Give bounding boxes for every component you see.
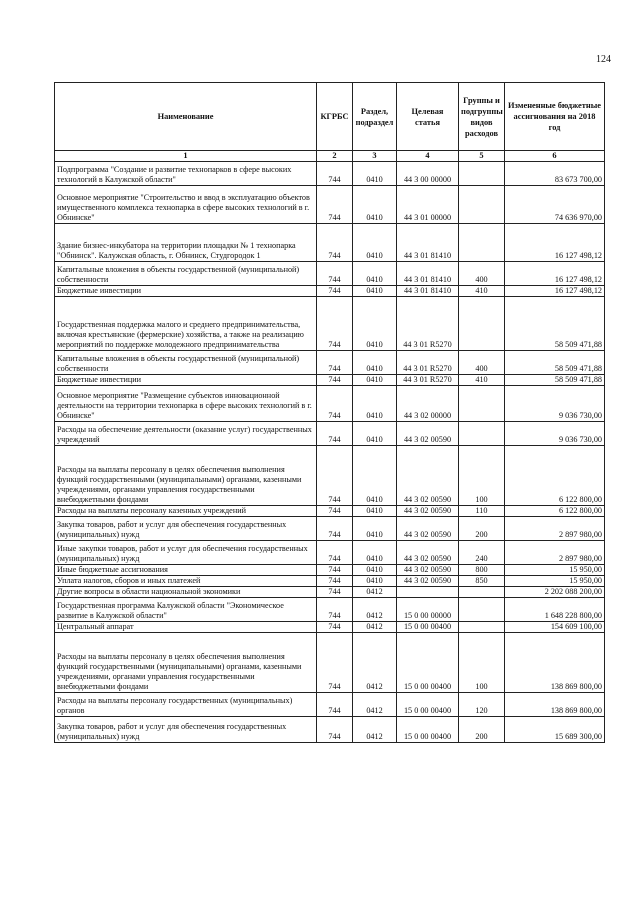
row-name: Закупка товаров, работ и услуг для обеспечения государственных (муниципальных) нужд <box>55 517 317 541</box>
row-kgrbs: 744 <box>317 541 353 565</box>
row-sum: 15 950,00 <box>505 576 605 587</box>
row-kgrbs: 744 <box>317 517 353 541</box>
table-row <box>55 351 605 375</box>
row-sum: 2 897 980,00 <box>505 517 605 541</box>
row-statya: 44 3 02 00590 <box>397 422 459 446</box>
row-sum: 138 869 800,00 <box>505 633 605 693</box>
row-vid <box>459 186 505 224</box>
header-statya: Целевая статья <box>397 83 459 151</box>
table-row <box>55 186 605 224</box>
row-vid: 120 <box>459 693 505 717</box>
row-vid: 410 <box>459 375 505 386</box>
row-kgrbs: 744 <box>317 565 353 576</box>
row-name: Подпрограмма "Создание и развитие технопарков в сфере высоких технологий в Калужской области" <box>55 162 317 186</box>
column-number: 4 <box>397 151 459 162</box>
page-number: 124 <box>596 54 611 65</box>
row-statya: 15 0 00 00400 <box>397 622 459 633</box>
row-name: Государственная поддержка малого и среднего предпринимательства, включая крестьянские (фермерские) хозяйства, а также на реализацию мероприятий по поддержке молодежного предпринимательства <box>55 297 317 351</box>
row-sum: 58 509 471,88 <box>505 297 605 351</box>
table-row <box>55 717 605 743</box>
row-vid <box>459 598 505 622</box>
row-sum: 2 897 980,00 <box>505 541 605 565</box>
row-vid: 850 <box>459 576 505 587</box>
row-sum: 138 869 800,00 <box>505 693 605 717</box>
row-statya: 15 0 00 00000 <box>397 598 459 622</box>
row-statya: 44 3 02 00000 <box>397 386 459 422</box>
row-razdel: 0410 <box>353 375 397 386</box>
row-razdel: 0410 <box>353 162 397 186</box>
row-razdel: 0410 <box>353 224 397 262</box>
table-row <box>55 576 605 587</box>
row-razdel: 0410 <box>353 541 397 565</box>
row-sum: 9 036 730,00 <box>505 386 605 422</box>
row-name: Расходы на обеспечение деятельности (оказание услуг) государственных учреждений <box>55 422 317 446</box>
row-razdel: 0410 <box>353 565 397 576</box>
row-statya: 44 3 02 00590 <box>397 506 459 517</box>
row-sum: 58 509 471,88 <box>505 351 605 375</box>
row-statya: 44 3 01 R5270 <box>397 375 459 386</box>
row-kgrbs: 744 <box>317 286 353 297</box>
table-body <box>55 162 605 743</box>
row-sum: 83 673 700,00 <box>505 162 605 186</box>
row-vid: 100 <box>459 446 505 506</box>
row-razdel: 0412 <box>353 598 397 622</box>
row-statya: 44 3 02 00590 <box>397 541 459 565</box>
row-sum: 16 127 498,12 <box>505 224 605 262</box>
row-vid: 410 <box>459 286 505 297</box>
row-kgrbs: 744 <box>317 224 353 262</box>
row-sum: 15 950,00 <box>505 565 605 576</box>
row-name: Бюджетные инвестиции <box>55 375 317 386</box>
row-sum: 16 127 498,12 <box>505 262 605 286</box>
row-vid: 400 <box>459 351 505 375</box>
row-vid: 200 <box>459 517 505 541</box>
row-statya: 44 3 01 81410 <box>397 262 459 286</box>
column-number: 6 <box>505 151 605 162</box>
row-razdel: 0410 <box>353 286 397 297</box>
table-row <box>55 506 605 517</box>
table-row <box>55 224 605 262</box>
table-row <box>55 262 605 286</box>
row-name: Основное мероприятие "Строительство и ввод в эксплуатацию объектов имущественного комплекса технопарка в сфере высоких технологий в г. Обнинске" <box>55 186 317 224</box>
column-number: 1 <box>55 151 317 162</box>
row-name: Капитальные вложения в объекты государственной (муниципальной) собственности <box>55 262 317 286</box>
row-name: Капитальные вложения в объекты государственной (муниципальной) собственности <box>55 351 317 375</box>
row-name: Здание бизнес-инкубатора на территории площадки № 1 технопарка "Обнинск". Калужская область, г. Обнинск, Студгородок 1 <box>55 224 317 262</box>
row-statya: 44 3 01 R5270 <box>397 351 459 375</box>
row-razdel: 0410 <box>353 262 397 286</box>
row-razdel: 0410 <box>353 446 397 506</box>
row-sum: 1 648 228 800,00 <box>505 598 605 622</box>
row-razdel: 0410 <box>353 297 397 351</box>
row-vid <box>459 587 505 598</box>
table-row <box>55 297 605 351</box>
header-razdel: Раздел, подраздел <box>353 83 397 151</box>
row-vid: 200 <box>459 717 505 743</box>
row-kgrbs: 744 <box>317 506 353 517</box>
row-sum: 6 122 800,00 <box>505 446 605 506</box>
row-name: Бюджетные инвестиции <box>55 286 317 297</box>
row-sum: 58 509 471,88 <box>505 375 605 386</box>
row-kgrbs: 744 <box>317 297 353 351</box>
row-statya: 44 3 00 00000 <box>397 162 459 186</box>
row-kgrbs: 744 <box>317 375 353 386</box>
table-row <box>55 598 605 622</box>
row-kgrbs: 744 <box>317 446 353 506</box>
budget-table <box>54 82 605 743</box>
header-kgrbs: КГРБС <box>317 83 353 151</box>
row-kgrbs: 744 <box>317 717 353 743</box>
table-row <box>55 286 605 297</box>
table-row <box>55 162 605 186</box>
row-kgrbs: 744 <box>317 598 353 622</box>
row-vid: 240 <box>459 541 505 565</box>
row-vid <box>459 386 505 422</box>
row-razdel: 0410 <box>353 186 397 224</box>
row-razdel: 0410 <box>353 506 397 517</box>
row-vid: 100 <box>459 633 505 693</box>
row-statya: 44 3 02 00590 <box>397 576 459 587</box>
table-row <box>55 622 605 633</box>
row-razdel: 0410 <box>353 386 397 422</box>
row-statya <box>397 587 459 598</box>
row-razdel: 0412 <box>353 622 397 633</box>
row-vid <box>459 162 505 186</box>
column-number-row <box>55 151 605 162</box>
row-statya: 44 3 01 R5270 <box>397 297 459 351</box>
row-kgrbs: 744 <box>317 162 353 186</box>
row-razdel: 0412 <box>353 693 397 717</box>
row-sum: 15 689 300,00 <box>505 717 605 743</box>
column-number: 2 <box>317 151 353 162</box>
row-razdel: 0412 <box>353 717 397 743</box>
row-razdel: 0412 <box>353 587 397 598</box>
row-statya: 44 3 02 00590 <box>397 517 459 541</box>
table-row <box>55 422 605 446</box>
row-razdel: 0412 <box>353 633 397 693</box>
row-statya: 44 3 02 00590 <box>397 446 459 506</box>
row-vid: 800 <box>459 565 505 576</box>
table-row <box>55 446 605 506</box>
row-vid <box>459 422 505 446</box>
column-number: 5 <box>459 151 505 162</box>
header-sum: Измененные бюджетные ассигнования на 2018 год <box>505 83 605 151</box>
row-razdel: 0410 <box>353 517 397 541</box>
table-row <box>55 375 605 386</box>
row-kgrbs: 744 <box>317 576 353 587</box>
row-name: Уплата налогов, сборов и иных платежей <box>55 576 317 587</box>
row-statya: 15 0 00 00400 <box>397 693 459 717</box>
row-vid <box>459 297 505 351</box>
row-statya: 44 3 01 81410 <box>397 286 459 297</box>
row-vid: 400 <box>459 262 505 286</box>
table-row <box>55 633 605 693</box>
row-sum: 16 127 498,12 <box>505 286 605 297</box>
row-sum: 154 609 100,00 <box>505 622 605 633</box>
row-name: Расходы на выплаты персоналу казенных учреждений <box>55 506 317 517</box>
row-kgrbs: 744 <box>317 351 353 375</box>
row-name: Другие вопросы в области национальной экономики <box>55 587 317 598</box>
row-name: Основное мероприятие "Размещение субъектов инновационной деятельности на территории технопарка в сфере высоких технологий в г. Обнинске" <box>55 386 317 422</box>
row-statya: 44 3 02 00590 <box>397 565 459 576</box>
row-name: Расходы на выплаты персоналу в целях обеспечения выполнения функций государственными (муниципальными) органами, казенными учреждениями, органами управления государственными внебюджетными фондами <box>55 446 317 506</box>
row-statya: 44 3 01 00000 <box>397 186 459 224</box>
row-razdel: 0410 <box>353 351 397 375</box>
row-statya: 15 0 00 00400 <box>397 633 459 693</box>
table-row <box>55 587 605 598</box>
row-sum: 9 036 730,00 <box>505 422 605 446</box>
table-row <box>55 517 605 541</box>
row-razdel: 0410 <box>353 576 397 587</box>
row-name: Иные закупки товаров, работ и услуг для обеспечения государственных (муниципальных) нужд <box>55 541 317 565</box>
row-name: Центральный аппарат <box>55 622 317 633</box>
row-name: Государственная программа Калужской области "Экономическое развитие в Калужской области" <box>55 598 317 622</box>
row-vid <box>459 622 505 633</box>
column-number: 3 <box>353 151 397 162</box>
row-sum: 74 636 970,00 <box>505 186 605 224</box>
row-kgrbs: 744 <box>317 633 353 693</box>
header-row <box>55 83 605 151</box>
row-sum: 2 202 088 200,00 <box>505 587 605 598</box>
row-name: Закупка товаров, работ и услуг для обеспечения государственных (муниципальных) нужд <box>55 717 317 743</box>
row-kgrbs: 744 <box>317 693 353 717</box>
table-row <box>55 541 605 565</box>
row-sum: 6 122 800,00 <box>505 506 605 517</box>
row-statya: 15 0 00 00400 <box>397 717 459 743</box>
row-razdel: 0410 <box>353 422 397 446</box>
row-name: Расходы на выплаты персоналу государственных (муниципальных) органов <box>55 693 317 717</box>
header-vid: Группы и подгруппы видов расходов <box>459 83 505 151</box>
row-statya: 44 3 01 81410 <box>397 224 459 262</box>
row-kgrbs: 744 <box>317 622 353 633</box>
row-kgrbs: 744 <box>317 587 353 598</box>
row-vid: 110 <box>459 506 505 517</box>
row-kgrbs: 744 <box>317 386 353 422</box>
header-name: Наименование <box>55 83 317 151</box>
row-kgrbs: 744 <box>317 186 353 224</box>
row-kgrbs: 744 <box>317 262 353 286</box>
table-row <box>55 693 605 717</box>
table-row <box>55 565 605 576</box>
table-row <box>55 386 605 422</box>
row-name: Расходы на выплаты персоналу в целях обеспечения выполнения функций государственными (муниципальными) органами, казенными учреждениями, органами управления государственными внебюджетными фондами <box>55 633 317 693</box>
row-name: Иные бюджетные ассигнования <box>55 565 317 576</box>
row-vid <box>459 224 505 262</box>
row-kgrbs: 744 <box>317 422 353 446</box>
